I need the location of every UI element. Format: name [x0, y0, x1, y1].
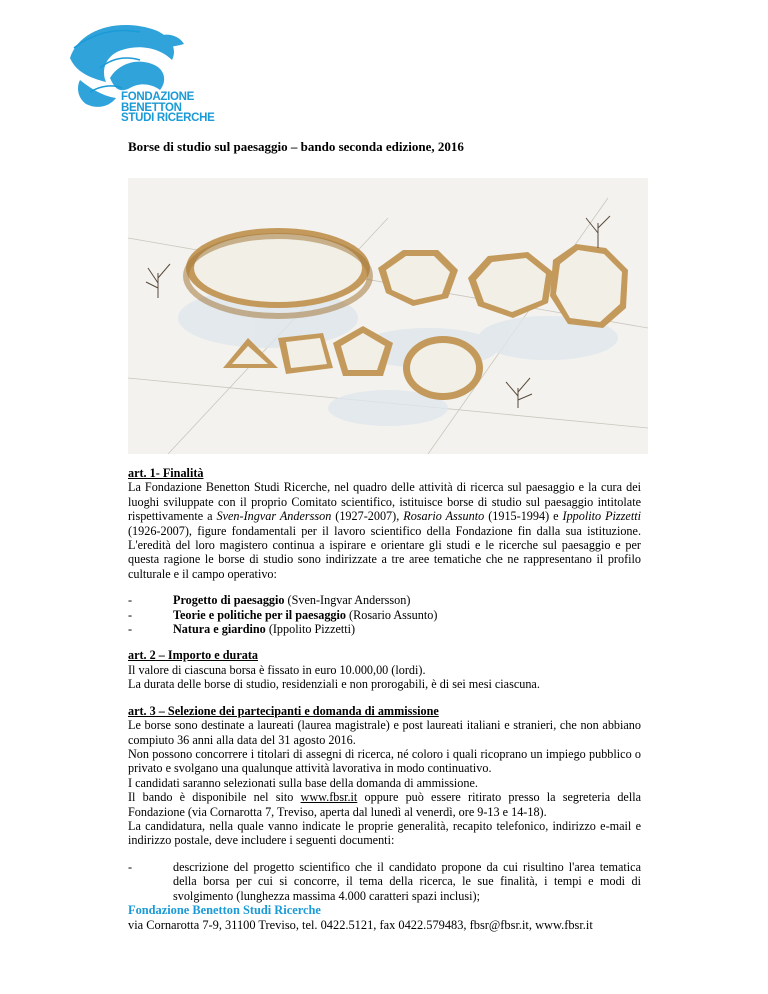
- list-item: - descrizione del progetto scientifico che il candidato propone da cui risultino l'area tematica della borsa per cui si concorre, il tema della ricerca, le sue finalità, i tempi e modi di svolgimento (lunghezza massima 4.000 caratteri spazi inclusi);: [128, 859, 641, 903]
- art3-paragraph: Non possono concorrere i titolari di assegni di ricerca, né coloro i quali ricoprano un impiego pubblico o privato e svolgano una qualunque attività lavorativa in modo continuativo.: [128, 746, 641, 776]
- art2-title: art. 2 – Importo e durata: [128, 648, 258, 663]
- list-item: - Progetto di paesaggio (Sven-Ingvar Andersson): [128, 593, 411, 608]
- area-name: Teorie e politiche per il paesaggio: [173, 607, 346, 622]
- website-link[interactable]: www.fbsr.it: [300, 790, 358, 805]
- art1-text-end: (1926-2007), figure fondamentali per il lavoro scientifico della Fondazione fin dalla sua istituzione. L'eredità del loro magistero continua a ispirare e orientare gli studi e le ricerche sul paesaggio e per questa ragione le borse di studio sono indirizzate a tre aree tematiche che ne rappresentano il profilo culturale e il campo operativo:: [128, 523, 641, 581]
- art1-name-andersson: Sven-Ingvar Andersson: [216, 509, 332, 524]
- required-documents-list: [128, 860, 641, 903]
- document-body: [128, 466, 641, 915]
- area-name: Progetto di paesaggio: [173, 593, 285, 608]
- area-ref: (Ippolito Pizzetti): [265, 622, 356, 637]
- art3-paragraph: I candidati saranno selezionati sulla base della domanda di ammissione.: [128, 775, 478, 790]
- area-name: Natura e giardino: [173, 622, 266, 637]
- art3-text: oppure può essere ritirato presso la segreteria della Fondazione (via Cornarotta 7, Treviso, aperta dal lunedì al venerdì, ore 9-13 e 14-18).: [128, 790, 642, 819]
- foundation-logo: [60, 18, 232, 126]
- logo-line: BENETTON: [121, 101, 182, 114]
- landscape-illustration: [128, 178, 648, 454]
- art2-line: Il valore di ciascuna borsa è fissato in euro 10.000,00 (lordi).: [128, 662, 426, 677]
- illus-square: [278, 333, 333, 374]
- art1-paragraph: [128, 480, 641, 581]
- art3-paragraph: La candidatura, nella quale vanno indicate le proprie generalità, recapito telefonico, indirizzo e-mail e indirizzo postale, deve includere i seguenti documenti:: [128, 818, 641, 848]
- logo-line: STUDI RICERCHE: [121, 112, 215, 124]
- illus-circle-small: [403, 336, 483, 400]
- art1-heading: [128, 466, 641, 480]
- area-ref: (Rosario Assunto): [345, 607, 438, 622]
- logo-wordmark: [121, 92, 215, 124]
- art3-paragraph: [128, 790, 641, 819]
- art3-heading: [128, 704, 641, 718]
- art1-text-mid1: (1927-2007),: [331, 509, 404, 524]
- art2-heading: [128, 648, 641, 662]
- document-item-text: descrizione del progetto scientifico che il candidato propone da cui risultino l'area tematica della borsa per cui si concorre, il tema della ricerca, le sue finalità, i tempi e modi di svolgimento (lunghezza massima 4.000 caratteri spazi inclusi);: [173, 859, 641, 903]
- document-title: Borse di studio sul paesaggio – bando seconda edizione, 2016: [128, 139, 464, 154]
- list-item: - Teorie e politiche per il paesaggio (Rosario Assunto): [128, 607, 438, 622]
- art3-title: art. 3 – Selezione dei partecipanti e domanda di ammissione: [128, 703, 439, 718]
- footer-address: via Cornarotta 7-9, 31100 Treviso, tel. 0422.5121, fax 0422.579483, fbsr@fbsr.it, www.fbsr.it: [128, 918, 593, 932]
- area-ref: (Sven-Ingvar Andersson): [284, 593, 411, 608]
- art1-text-mid2: (1915-1994) e: [484, 509, 563, 524]
- footer-org-name: Fondazione Benetton Studi Ricerche: [128, 903, 321, 917]
- art1-name-assunto: Rosario Assunto: [403, 509, 485, 524]
- art3-paragraph: Le borse sono destinate a laureati (laurea magistrale) e post laureati italiani e stranieri, che non abbiano compiuto 36 anni alla data del 31 agosto 2016.: [128, 718, 641, 747]
- illus-circle-large: [186, 228, 370, 316]
- page-footer: [128, 903, 593, 933]
- art1-name-pizzetti: Ippolito Pizzetti: [562, 509, 641, 524]
- art1-title: art. 1- Finalità: [128, 466, 204, 480]
- logo-line: FONDAZIONE: [121, 91, 195, 103]
- list-item: - Natura e giardino (Ippolito Pizzetti): [128, 622, 356, 637]
- art2-line: La durata delle borse di studio, residenziali e non prorogabili, è di sei mesi ciascuna.: [128, 677, 540, 692]
- thematic-areas-list: [128, 593, 641, 636]
- art3-text: Il bando è disponibile nel sito: [128, 790, 301, 805]
- art1-text-start: La Fondazione Benetton Studi Ricerche, nel quadro delle attività di ricerca sul paesaggio e la cura dei luoghi sviluppate con il proprio Comitato scientifico, istituisce borse di studio sul paesaggio intitolate rispettivamente a: [128, 480, 641, 524]
